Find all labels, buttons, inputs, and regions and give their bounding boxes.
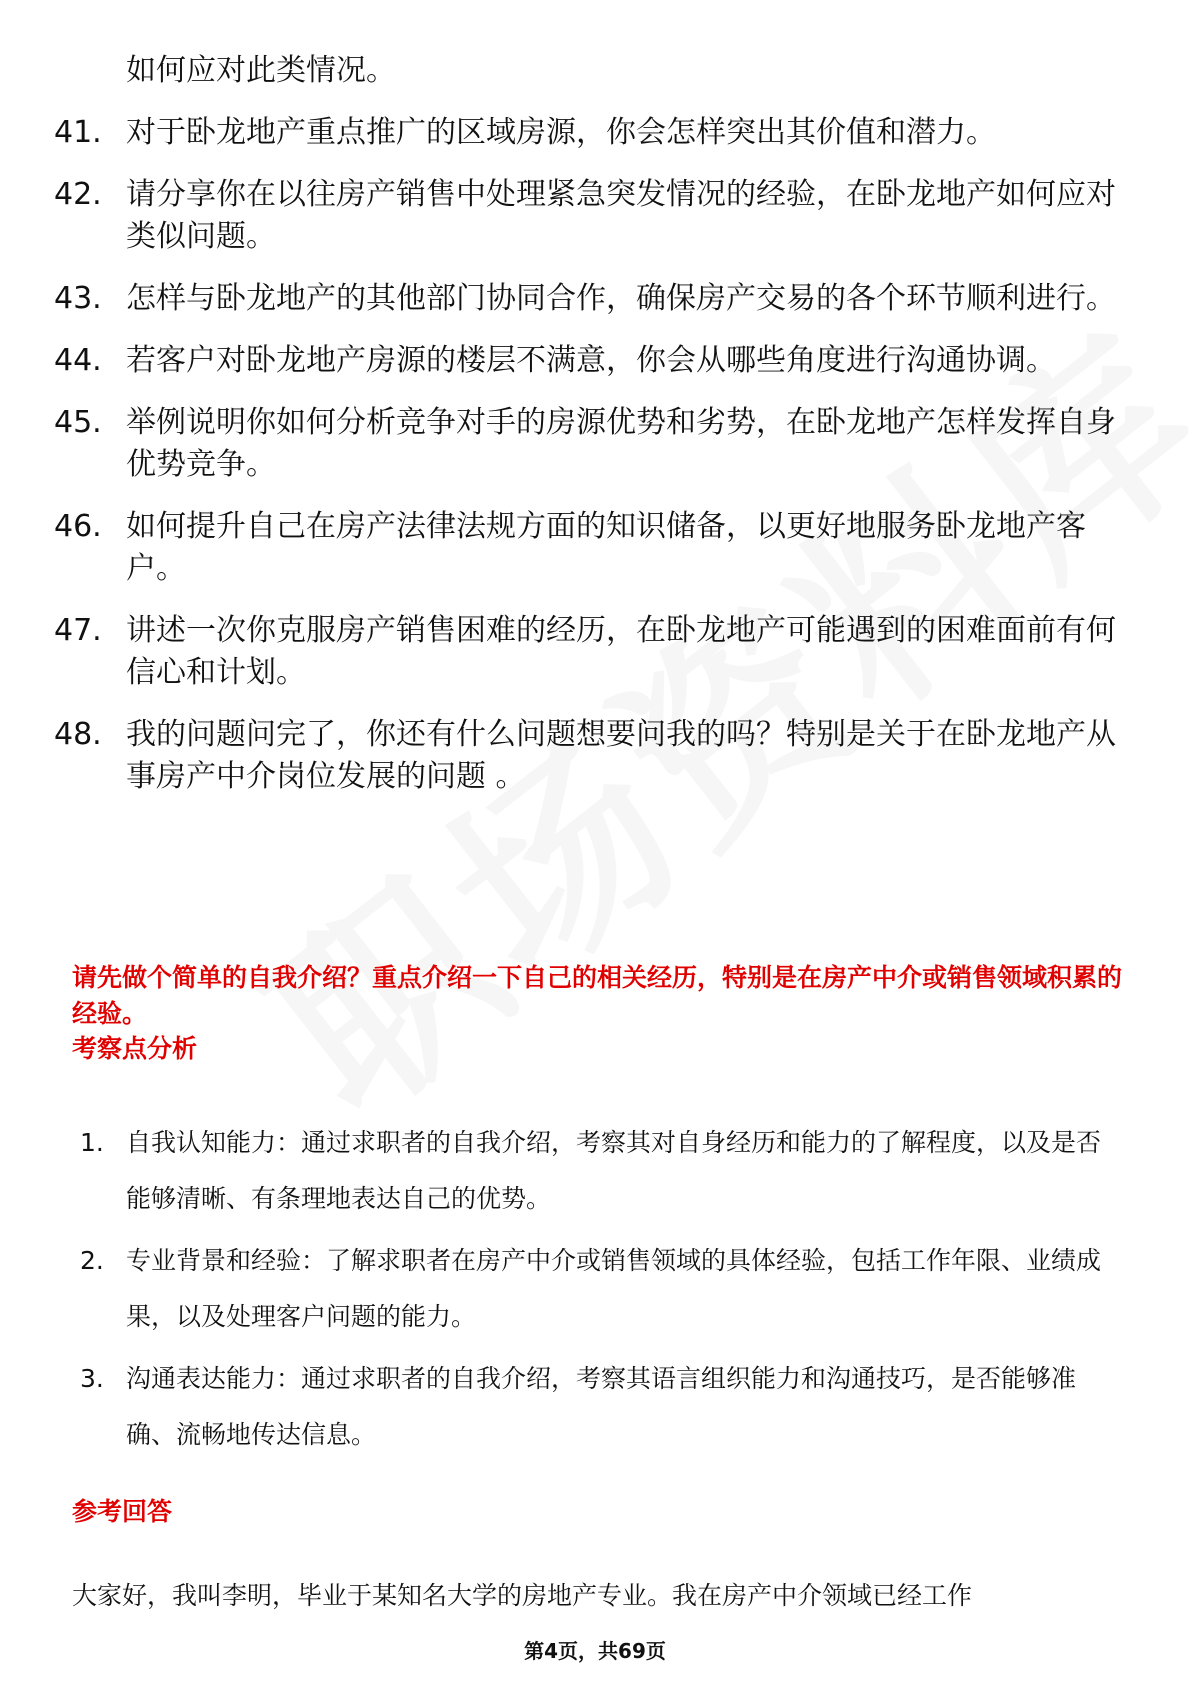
question-item <box>54 340 1134 382</box>
question-item <box>54 610 1134 694</box>
question-text: 怎样与卧龙地产的其他部门协同合作，确保房产交易的各个环节顺利进行。 <box>126 281 1116 316</box>
analysis-number: 3. <box>80 1364 104 1393</box>
question-item <box>54 402 1134 486</box>
question-number: 46. <box>54 509 102 544</box>
analysis-number: 2. <box>80 1246 104 1275</box>
question-number: 43. <box>54 281 102 316</box>
question-item <box>54 714 1134 798</box>
question-text: 如何提升自己在房产法律法规方面的知识储备，以更好地服务卧龙地产客户。 <box>126 509 1086 586</box>
question-item <box>54 506 1134 590</box>
question-text: 请分享你在以往房产销售中处理紧急突发情况的经验，在卧龙地产如何应对类似问题。 <box>126 177 1116 254</box>
question-text: 举例说明你如何分析竞争对手的房源优势和劣势，在卧龙地产怎样发挥自身优势竞争。 <box>126 405 1116 482</box>
analysis-list <box>80 1115 1120 1469</box>
question-number: 48. <box>54 717 102 752</box>
question-number: 42. <box>54 177 102 212</box>
page-number: 第4页，共69页 <box>524 1639 666 1663</box>
analysis-item <box>80 1233 1120 1345</box>
question-text: 我的问题问完了，你还有什么问题想要问我的吗？特别是关于在卧龙地产从事房产中介岗位发展的问题 。 <box>126 717 1116 794</box>
question-item <box>54 112 1134 154</box>
question-number: 47. <box>54 613 102 648</box>
question-text: 若客户对卧龙地产房源的楼层不满意，你会从哪些角度进行沟通协调。 <box>126 343 1056 378</box>
answer-heading: 参考回答 <box>72 1497 173 1526</box>
analysis-number: 1. <box>80 1128 104 1157</box>
analysis-text: 沟通表达能力：通过求职者的自我介绍，考察其语言组织能力和沟通技巧，是否能够准确、流畅地传达信息。 <box>126 1364 1077 1449</box>
question-item <box>54 174 1134 258</box>
continuation-text: 如何应对此类情况。 <box>126 53 396 88</box>
question-text: 讲述一次你克服房产销售困难的经历，在卧龙地产可能遇到的困难面前有何信心和计划。 <box>126 613 1116 690</box>
analysis-heading: 考察点分析 <box>72 1034 198 1063</box>
analysis-item <box>80 1351 1120 1463</box>
analysis-item <box>80 1115 1120 1227</box>
analysis-text: 自我认知能力：通过求职者的自我介绍，考察其对自身经历和能力的了解程度，以及是否能够清晰、有条理地表达自己的优势。 <box>126 1128 1102 1213</box>
question-number: 41. <box>54 115 102 150</box>
answer-text: 大家好，我叫李明，毕业于某知名大学的房地产专业。我在房产中介领域已经工作 <box>72 1581 973 1610</box>
question-number: 45. <box>54 405 102 440</box>
question-item <box>54 278 1134 320</box>
question-list <box>54 112 1134 818</box>
featured-question: 请先做个简单的自我介绍？重点介绍一下自己的相关经历，特别是在房产中介或销售领域积累的经验。 <box>72 963 1123 1028</box>
question-text: 对于卧龙地产重点推广的区域房源，你会怎样突出其价值和潜力。 <box>126 115 996 150</box>
analysis-text: 专业背景和经验：了解求职者在房产中介或销售领域的具体经验，包括工作年限、业绩成果，以及处理客户问题的能力。 <box>126 1246 1102 1331</box>
question-number: 44. <box>54 343 102 378</box>
